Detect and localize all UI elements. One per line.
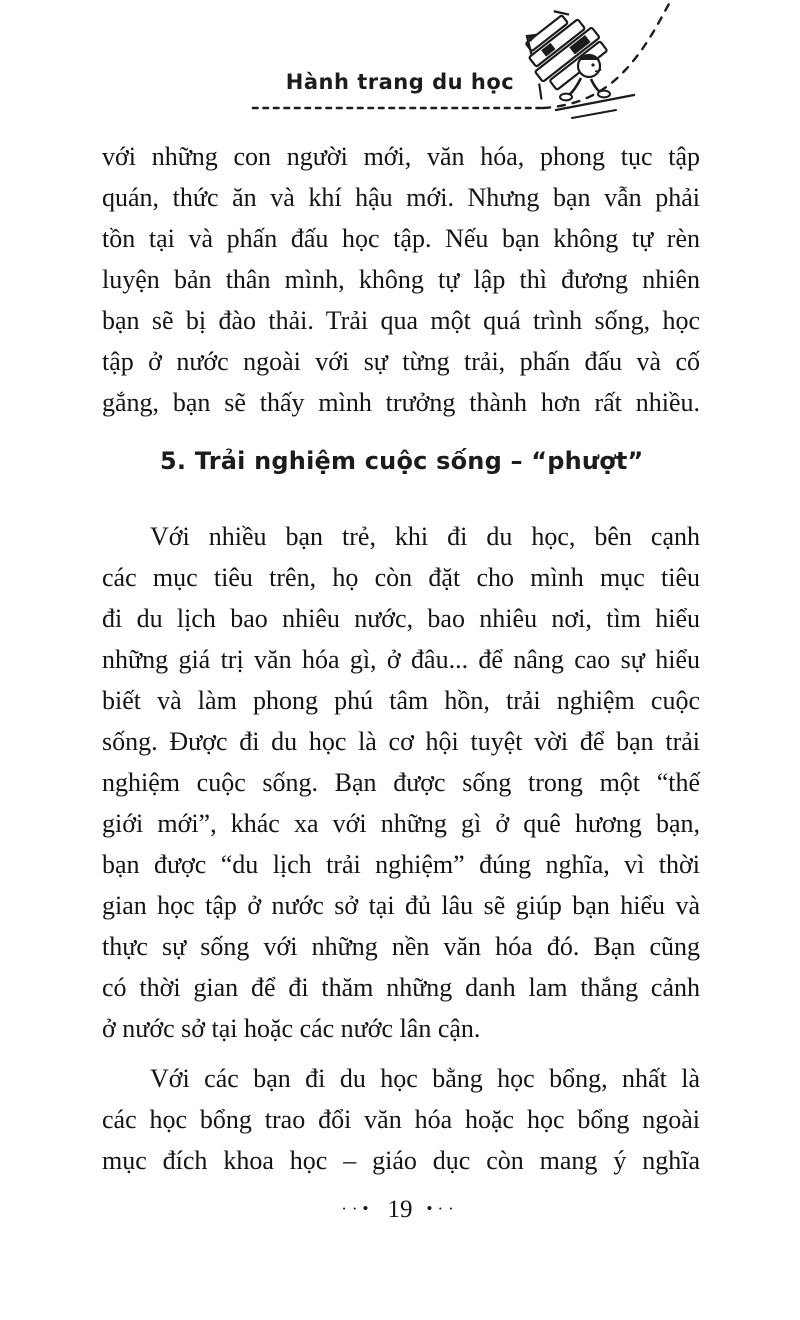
text-line: quán, thức ăn và khí hậu mới. Nhưng bạn vẫn phải (102, 183, 700, 212)
text-line: bạn sẽ bị đào thải. Trải qua một quá trình sống, học (102, 306, 700, 335)
text-line: ở nước sở tại hoặc các nước lân cận. (102, 1014, 481, 1043)
footer-ornament-right: •·· (426, 1199, 459, 1218)
text-line: giới mới”, khác xa với những gì ở quê hương bạn, (102, 809, 700, 838)
text-line: các học bổng trao đổi văn hóa hoặc học bổng ngoài (102, 1105, 700, 1134)
text-line: Với nhiều bạn trẻ, khi đi du học, bên cạnh (150, 522, 700, 551)
page-header (0, 0, 800, 135)
text-line: luyện bản thân mình, không tự lập thì đương nhiên (102, 265, 700, 294)
text-line: tập ở nước ngoài với sự từng trải, phấn đấu và cố (102, 347, 700, 376)
page-number: 19 (387, 1196, 413, 1223)
text-line: có thời gian để đi thăm những danh lam thắng cảnh (102, 973, 700, 1002)
text-line: biết và làm phong phú tâm hồn, trải nghiệm cuộc (102, 686, 700, 715)
text-line: các mục tiêu trên, họ còn đặt cho mình mục tiêu (102, 563, 700, 592)
text-line: bạn được “du lịch trải nghiệm” đúng nghĩa, vì thời (102, 850, 700, 879)
paragraph (102, 136, 700, 423)
text-line: đi du lịch bao nhiêu nước, bao nhiêu nơi, tìm hiểu (102, 604, 700, 633)
running-title: Hành trang du học (285, 70, 515, 94)
text-line: gian học tập ở nước sở tại đủ lâu sẽ giúp bạn hiểu và (102, 891, 700, 920)
text-line: tồn tại và phấn đấu học tập. Nếu bạn không tự rèn (102, 224, 700, 253)
page-footer (0, 1196, 800, 1224)
page-body (102, 136, 700, 1181)
text-line: mục đích khoa học – giáo dục còn mang ý nghĩa (102, 1146, 700, 1175)
text-line: nghiệm cuộc sống. Bạn được sống trong một “thế (102, 768, 700, 797)
text-line: gắng, bạn sẽ thấy mình trưởng thành hơn rất nhiều. (102, 388, 700, 417)
dashed-path-decoration (0, 0, 800, 135)
text-line: những giá trị văn hóa gì, ở đâu... để nâng cao sự hiểu (102, 645, 700, 674)
text-line: thực sự sống với những nền văn hóa đó. Bạn cũng (102, 932, 700, 961)
footer-ornament-left: ··• (341, 1199, 374, 1218)
paragraph (102, 516, 700, 1049)
text-line: với những con người mới, văn hóa, phong tục tập (102, 142, 700, 171)
paragraph (102, 1058, 700, 1181)
text-line: sống. Được đi du học là cơ hội tuyệt vời để bạn trải (102, 727, 700, 756)
section-heading: 5. Trải nghiệm cuộc sống – “phượt” (160, 447, 644, 475)
traveler-with-luggage-icon (515, 2, 640, 112)
text-line: Với các bạn đi du học bằng học bổng, nhất là (150, 1064, 700, 1093)
